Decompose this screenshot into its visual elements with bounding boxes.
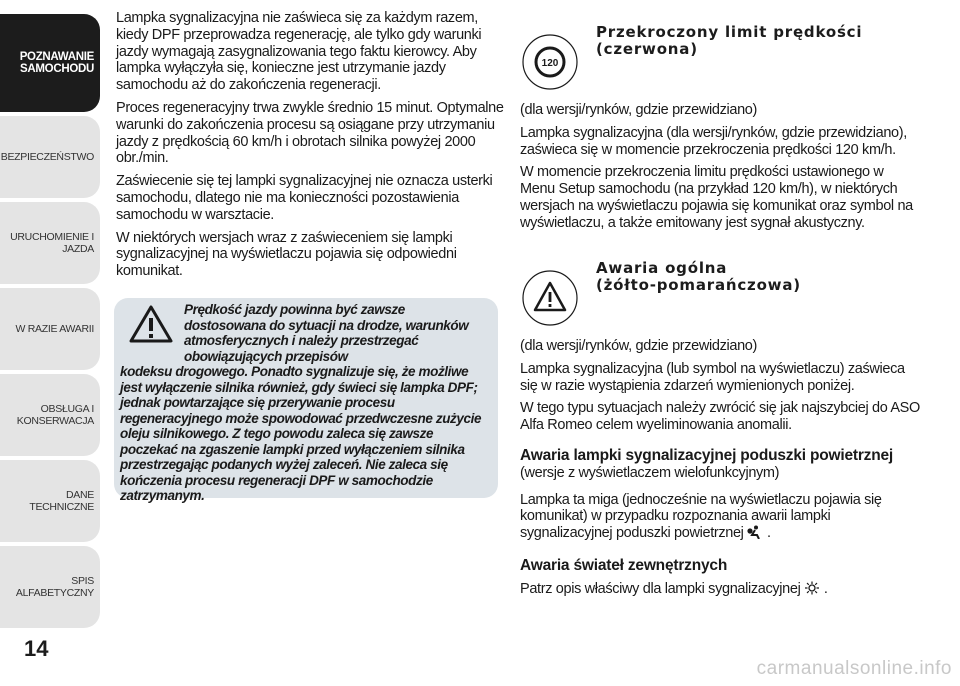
paragraph: Zaświecenie się tej lampki sygnalizacyjnej nie oznacza usterki samochodu, dlatego nie ma konieczności pozostawienia samochodu w warsztacie. <box>116 173 493 223</box>
tab-obsluga-i-konserwacja[interactable]: OBSŁUGA I KONSERWACJA <box>0 374 100 456</box>
watermark: carmanualsonline.info <box>756 658 952 679</box>
paragraph <box>520 492 920 542</box>
general-fault-icon <box>520 268 580 328</box>
speed-limit-icon-text: 120 <box>541 58 559 69</box>
paragraph <box>520 581 920 598</box>
heading-line: (czerwona) <box>596 40 698 58</box>
section-heading-speed <box>596 24 862 58</box>
paragraph: (dla wersji/rynków, gdzie przewidziano) <box>520 102 757 118</box>
section-heading-general-fault <box>596 260 801 294</box>
subsection-title-exterior-lights: Awaria świateł zewnętrznych <box>520 556 728 574</box>
tab-poznawanie-samochodu[interactable]: POZNAWANIE SAMOCHODU <box>0 14 100 112</box>
heading-line: Awaria ogólna <box>596 259 728 277</box>
paragraph: Lampka sygnalizacyjna (dla wersji/rynków, gdzie przewidziano), zaświeca się w momencie przekroczenia prędkości 120 km/h. <box>520 124 907 158</box>
section-speed-text <box>520 102 920 238</box>
tab-uruchomienie-i-jazda[interactable]: URUCHOMIENIE I JAZDA <box>0 202 100 284</box>
chapter-sidebar <box>0 0 100 686</box>
warning-text-body: kodeksu drogowego. Ponadto sygnalizuje się, że możliwe jest wyłączenie silnika również, gdy świeci się lampka DPF; jednak powtarzające się przerywanie procesu regeneracyjnego może spowodować przedwczesne zużycie oleju silnikowego. Z tego powodu zaleca się zawsze poczekać na zgaszenie lampki przed wyłączeniem silnika przestrzegając podanych wyżej zaleceń. Nie zaleca się kończenia procesu regeneracji DPF w samochodzie zatrzymanym. <box>120 364 482 503</box>
paragraph: Lampka sygnalizacyjna nie zaświeca się za każdym razem, kiedy DPF przeprowadza regenerację, ale tylko gdy warunki jazdy wymagają zasygnalizowania tego faktu kierowcy. Aby lampka wyłączyła się, konieczne jest utrzymanie jazdy samochodu aż do zakończenia regeneracji. <box>116 10 482 94</box>
page-number: 14 <box>24 636 49 661</box>
warning-text-lead: Prędkość jazdy powinna być zawsze dostosowana do sytuacji na drodze, warunków atmosferycznych i należy przestrzegać obowiązujących przepisów <box>184 302 469 364</box>
warning-box <box>114 298 498 503</box>
tab-spis-alfabetyczny[interactable]: SPIS ALFABETYCZNY <box>0 546 100 628</box>
section-general-fault-text <box>520 338 920 604</box>
paragraph-end: . <box>766 525 771 542</box>
left-column <box>116 10 506 286</box>
exterior-lights-fault-icon <box>804 581 820 595</box>
subsection-subtitle: (wersje z wyświetlaczem wielofunkcyjnym) <box>520 464 780 481</box>
paragraph-end: . <box>823 580 828 597</box>
heading-line: (żółto-pomarańczowa) <box>596 276 801 294</box>
airbag-icon <box>747 525 763 539</box>
paragraph-text: Lampka ta miga (jednocześnie na wyświetlaczu pojawia się komunikat) w przypadku rozpoznania awarii lampki sygnalizacyjnej poduszki powietrznej <box>520 491 882 542</box>
tab-dane-techniczne[interactable]: DANE TECHNICZNE <box>0 460 100 542</box>
paragraph: W momencie przekroczenia limitu prędkości ustawionego w Menu Setup samochodu (na przykład 120 km/h), w niektórych wersjach na wyświetlaczu pojawia się komunikat oraz symbol na wyświetlaczu, a także emitowany jest sygnał akustyczny. <box>520 164 913 231</box>
heading-line: Przekroczony limit prędkości <box>596 23 863 41</box>
paragraph: W niektórych wersjach wraz z zaświeceniem się lampki sygnalizacyjnej na wyświetlaczu pojawia się odpowiedni komunikat. <box>116 229 457 280</box>
tab-bezpieczenstwo[interactable]: BEZPIECZEŃSTWO <box>0 116 100 198</box>
paragraph: W tego typu sytuacjach należy zwrócić się jak najszybciej do ASO Alfa Romeo celem wyeliminowania anomalii. <box>520 400 920 434</box>
paragraph: Proces regeneracyjny trwa zwykle średnio 15 minut. Optymalne warunki do zakończenia procesu są osiągane przy utrzymaniu jazdy z prędkością 60 km/h i obrotach silnika powyżej 2000 obr./min. <box>116 99 504 167</box>
paragraph: (dla wersji/rynków, gdzie przewidziano) <box>520 338 757 354</box>
speed-limit-icon <box>520 32 580 92</box>
paragraph: Lampka sygnalizacyjna (lub symbol na wyświetlaczu) zaświeca się w razie wystąpienia zdarzeń wymienionych poniżej. <box>520 360 905 394</box>
subsection-title-airbag: Awaria lampki sygnalizacyjnej poduszki powietrznej <box>520 446 894 464</box>
paragraph-text: Patrz opis właściwy dla lampki sygnalizacyjnej <box>520 580 801 597</box>
tab-w-razie-awarii[interactable]: W RAZIE AWARII <box>0 288 100 370</box>
